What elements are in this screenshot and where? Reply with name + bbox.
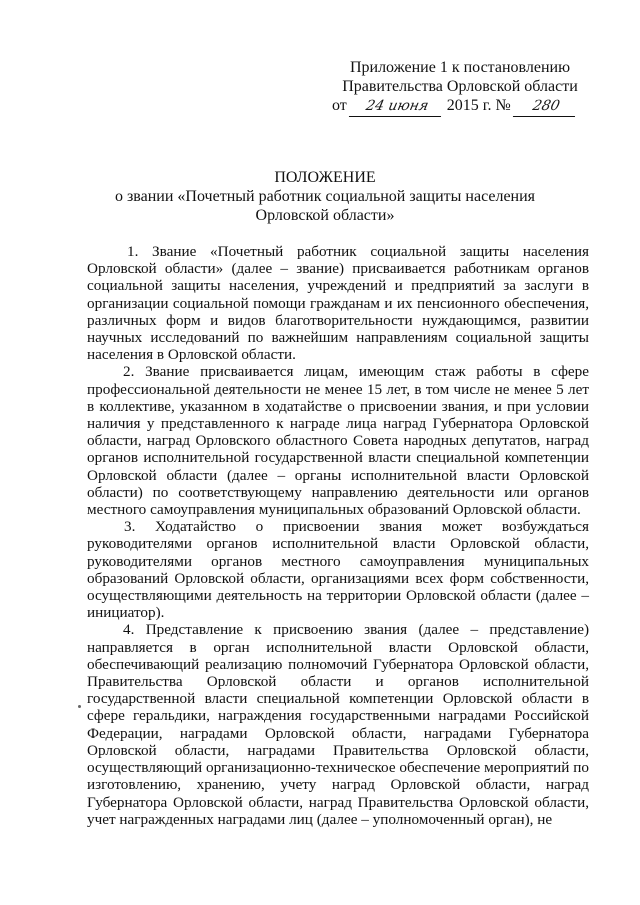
title-line-2: о звании «Почетный работник социальной защиты населения — [114, 188, 536, 205]
appendix-line-1: Приложение 1 к постановлению — [349, 59, 571, 76]
date-prefix: от — [332, 97, 347, 114]
appendix-header — [330, 58, 590, 117]
year-number-label: 2015 г. № — [446, 97, 511, 114]
paragraph-3: 3. Ходатайство о присвоении звания может возбуждаться руководителями органов исполнительной власти Орловской области, руководителями органов местного самоуправления муниципальных образований Орловской области, организациями всех форм собственности, осуществляющими деятельность на территории Орловской области (далее – инициатор). — [87, 518, 589, 622]
title-line-3: Орловской области» — [255, 207, 395, 224]
appendix-date-line — [330, 96, 590, 117]
document-title — [60, 168, 590, 225]
paragraph-4: 4. Представление к присвоению звания (далее – представление) направляется в орган исполнительной власти Орловской области, обеспечивающий реализацию полномочий Губернатора Орловской области, Правительства Орловской области и органов исполнительной государственной власти специальной компетенции Орловской области в сфере геральдики, награждения государственными наградами Российской Федерации, наградами Орловской области, наградами Губернатора Орловской области, наградами Правительства Орловской области, осуществляющий организационно-техническое обеспечение мероприятий по изготовлению, хранению, учету наград Орловской области, наград Губернатора Орловской области, наград Правительства Орловской области, учет награжденных наградами лиц (далее – уполномоченный орган), не — [87, 621, 589, 828]
document-body — [87, 243, 589, 828]
scan-mark — [78, 705, 81, 708]
paragraph-1: 1. Звание «Почетный работник социальной защиты населения Орловской области» (далее – звание) присваивается работникам органов социальной защиты населения, учреждений и предприятий за заслуги в организации социальной помощи гражданам и их пенсионного обеспечения, различных форм и видов благотворительности нуждающимся, развитии научных исследований по важнейшим направлениям социальной защиты населения в Орловской области. — [87, 243, 589, 364]
handwritten-number: 280 — [513, 97, 579, 117]
handwritten-date: 24 июня — [349, 97, 445, 117]
paragraph-2: 2. Звание присваивается лицам, имеющим стаж работы в сфере профессиональной деятельности не менее 15 лет, в том числе не менее 5 лет в коллективе, указанном в ходатайстве о присвоении звания, и при условии наличия у представленного к награде лица наград Губернатора Орловской области, наград Орловского областного Совета народных депутатов, наград органов исполнительной государственной власти специальной компетенции Орловской области (далее – органы исполнительной власти Орловской области) по соответствующему направлению деятельности или органов местного самоуправления муниципальных образований Орловской области. — [87, 363, 589, 519]
title-heading: ПОЛОЖЕНИЕ — [274, 169, 376, 186]
appendix-line-2: Правительства Орловской области — [342, 78, 578, 95]
